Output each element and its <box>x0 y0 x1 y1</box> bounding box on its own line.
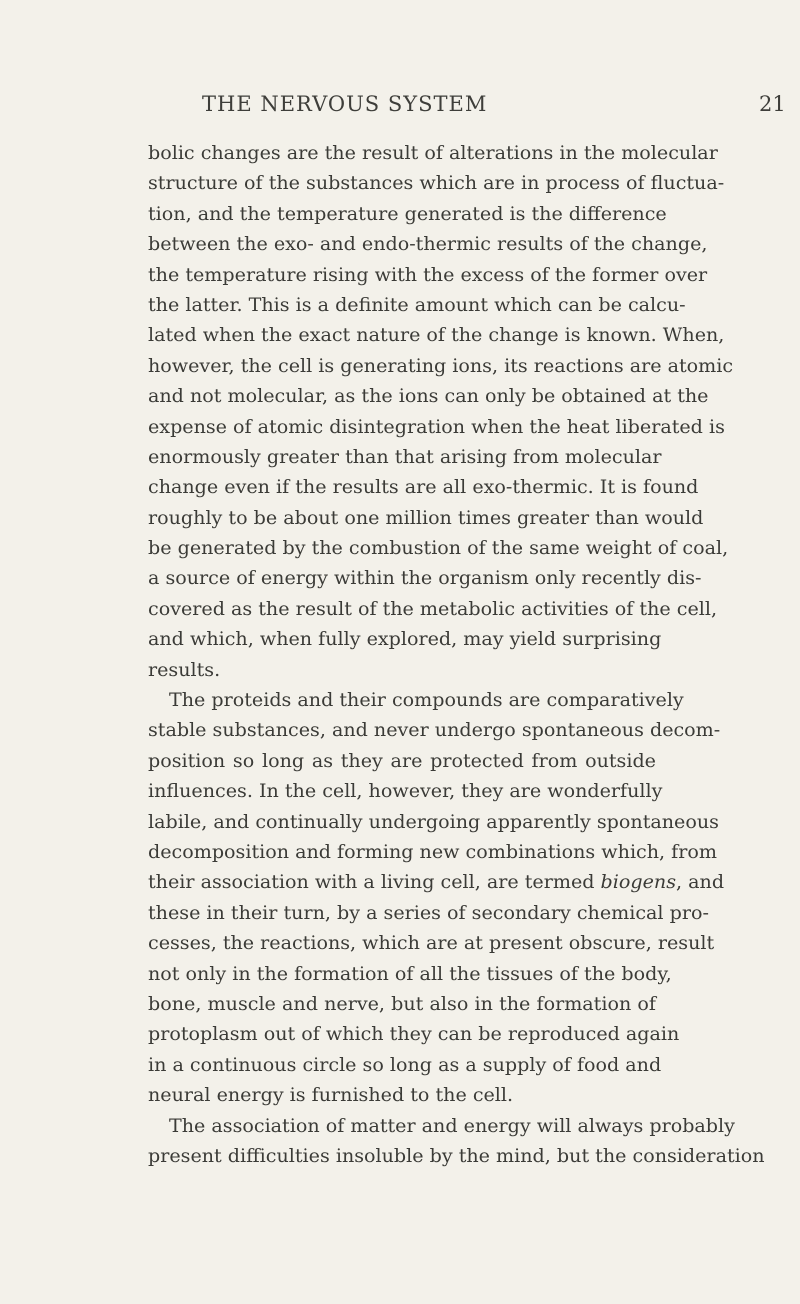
text-line: the latter. This is a definite amount which can be calcu- <box>148 292 686 316</box>
text-line: position so long as they are protected from outside <box>148 748 656 772</box>
text-line-with-emphasis <box>148 867 725 897</box>
text-line: structure of the substances which are in process of fluctua- <box>148 171 725 195</box>
text-fragment: , and <box>676 870 725 894</box>
text-line: and not molecular, as the ions can only be obtained at the <box>148 384 709 408</box>
text-line: a source of energy within the organism only recently dis- <box>148 566 702 590</box>
text-line: The association of matter and energy will always probably <box>169 1113 735 1137</box>
text-line: covered as the result of the metabolic activities of the cell, <box>148 596 718 620</box>
text-line: the temperature rising with the excess of the former over <box>148 262 708 286</box>
running-title: THE NERVOUS SYSTEM <box>202 92 488 116</box>
text-line: bolic changes are the result of alterations in the molecular <box>148 141 718 164</box>
text-line: lated when the exact nature of the change is known. When, <box>148 323 725 347</box>
text-line: in a continuous circle so long as a supply of food and <box>148 1052 662 1076</box>
text-line: results. <box>148 657 221 681</box>
text-line: roughly to be about one million times greater than would <box>148 505 704 529</box>
text-line: protoplasm out of which they can be reproduced again <box>148 1022 680 1046</box>
text-line: be generated by the combustion of the same weight of coal, <box>148 536 729 560</box>
text-line: however, the cell is generating ions, its reactions are atomic <box>148 353 734 377</box>
text-line: influences. In the cell, however, they are wonderfully <box>148 779 663 803</box>
page-number: 21 <box>759 92 786 116</box>
text-line: expense of atomic disintegration when the heat liberated is <box>148 414 725 438</box>
running-head <box>202 92 786 120</box>
text-line: not only in the formation of all the tissues of the body, <box>148 961 672 985</box>
text-line: and which, when fully explored, may yield surprising <box>148 627 662 651</box>
text-line: these in their turn, by a series of secondary chemical pro- <box>148 900 709 924</box>
text-line: neural energy is furnished to the cell. <box>148 1083 514 1107</box>
text-line: cesses, the reactions, which are at present obscure, result <box>148 931 715 955</box>
text-line: stable substances, and never undergo spontaneous decom- <box>148 718 721 742</box>
text-line: labile, and continually undergoing apparently spontaneous <box>148 809 719 833</box>
text-line: decomposition and forming new combinations which, from <box>148 839 717 863</box>
text-line: The proteids and their compounds are comparatively <box>169 688 684 712</box>
text-fragment: their association with a living cell, are termed <box>148 870 601 894</box>
text-line: bone, muscle and nerve, but also in the formation of <box>148 991 656 1015</box>
text-line: present difficulties insoluble by the mind, but the consideration <box>148 1143 765 1167</box>
text-line: change even if the results are all exo-thermic. It is found <box>148 475 699 499</box>
text-line: between the exo- and endo-thermic results of the change, <box>148 232 708 256</box>
body-text <box>148 138 765 1171</box>
emphasized-term: biogens <box>600 870 676 894</box>
text-line: tion, and the temperature generated is the difference <box>148 201 667 225</box>
text-line: enormously greater than that arising from molecular <box>148 444 662 468</box>
